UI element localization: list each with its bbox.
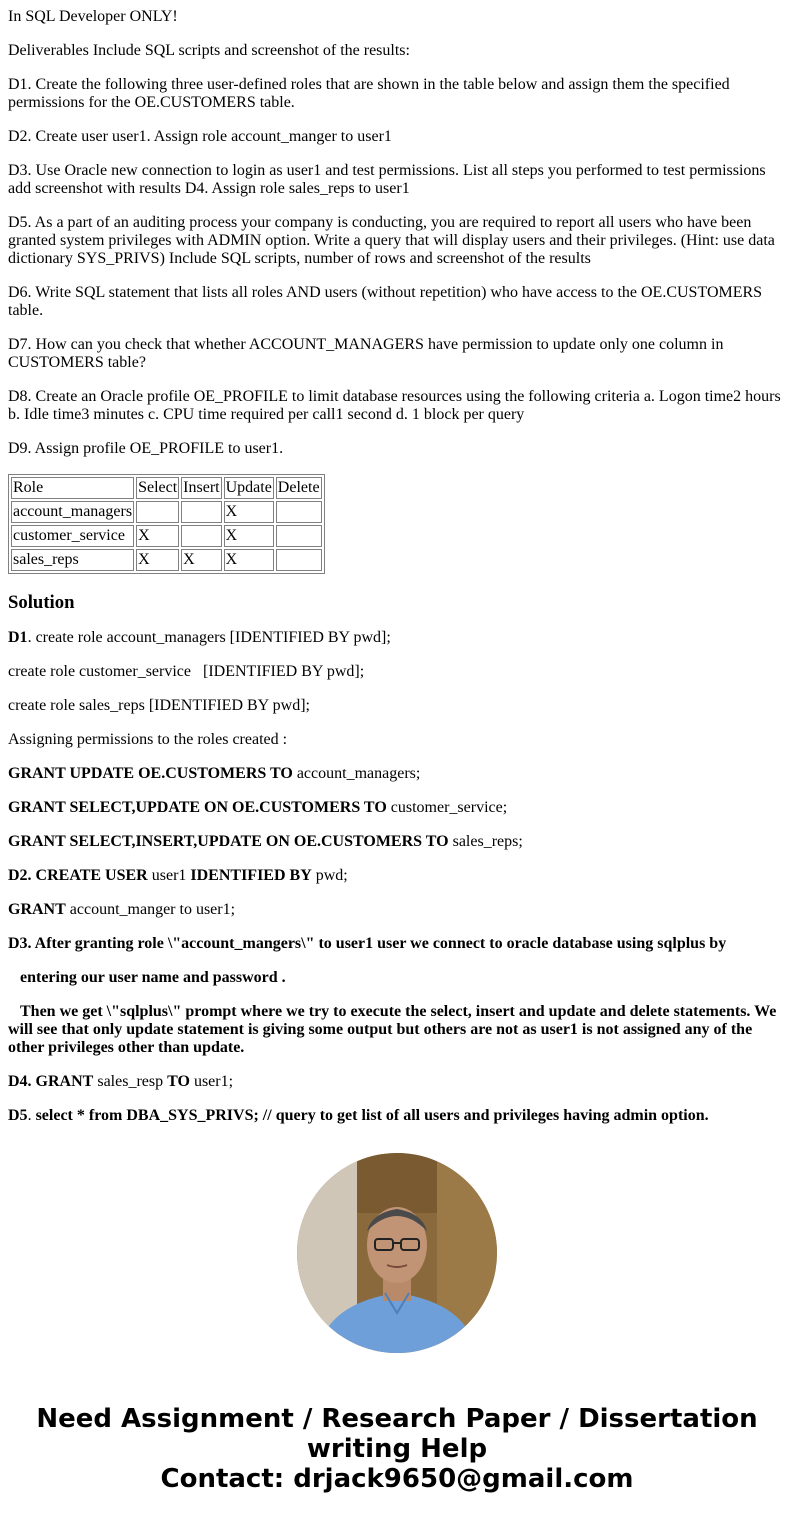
d3-line1-text: D3. After granting role \"account_mangers\" to user1 user we connect to oracle database using sqlplus by [8,935,727,952]
intro-text: In SQL Developer ONLY! [8,8,178,25]
table-cell [276,501,322,523]
avatar-portrait [297,1153,497,1353]
solution-grant1 [8,765,786,783]
d4-user: user1; [189,1073,234,1090]
table-cell [181,501,221,523]
d5-label: D5 [8,1107,28,1124]
grant2-target: customer_service; [386,799,508,816]
grant3-keyword: GRANT SELECT,INSERT,UPDATE ON OE.CUSTOMERS TO [8,833,449,850]
solution-role3: create role sales_reps [IDENTIFIED BY pwd]; [8,697,310,714]
d5-dot: . [27,1107,36,1124]
footer-contact [0,1404,794,1494]
table-header-cell: Select [136,477,179,499]
question-d5: D5. As a part of an auditing process your company is conducting, you are required to report all users who have been granted system privileges with ADMIN option. Write a query that will display users and their privileges. (Hint: use data dictionary SYS_PRIVS) Include SQL scripts, number of rows and screenshot of the results [8,214,775,267]
table-cell: X [224,549,274,571]
deliverables-text: Deliverables Include SQL scripts and screenshot of the results: [8,42,410,59]
table-cell: X [136,525,179,547]
solution-assigning: Assigning permissions to the roles created : [8,731,288,748]
table-row [11,549,322,571]
table-cell: X [224,525,274,547]
grant2-keyword: GRANT SELECT,UPDATE ON OE.CUSTOMERS TO [8,799,387,816]
table-cell: customer_service [11,525,134,547]
grant-keyword: GRANT [8,901,66,918]
question-d2: D2. Create user user1. Assign role account_manger to user1 [8,128,392,145]
solution-grant2 [8,799,786,817]
solution-d1 [8,629,786,647]
permissions-table [8,474,325,574]
d1-label: D1 [8,629,28,646]
solution-grant-user [8,901,786,919]
solution-d5 [8,1107,786,1125]
table-header-cell: Update [224,477,274,499]
question-d8: D8. Create an Oracle profile OE_PROFILE to limit database resources using the following criteria a. Logon time2 hours b. Idle time3 minutes c. CPU time required per call1 second d. 1 block per query [8,388,781,423]
footer-line1: Need Assignment / Research Paper / Dissertation [36,1404,758,1434]
d3-line3-text: Then we get \"sqlplus\" prompt where we try to execute the select, insert and update and delete statements. We will see that only update statement is giving some output but others are not as user1 is not assigned any of the other privileges other than update. [8,1003,777,1056]
table-cell: X [224,501,274,523]
question-d6: D6. Write SQL statement that lists all roles AND users (without repetition) who have access to the OE.CUSTOMERS table. [8,284,763,319]
solution-role2: create role customer_service [IDENTIFIED BY pwd]; [8,663,365,680]
table-cell [181,525,221,547]
solution-heading: Solution [8,592,75,613]
table-header-row [11,477,322,499]
table-cell [276,549,322,571]
table-cell: X [136,549,179,571]
d2-user: user1 [147,867,191,884]
table-cell: sales_reps [11,549,134,571]
grant1-keyword: GRANT UPDATE OE.CUSTOMERS TO [8,765,293,782]
footer-line2: writing Help [306,1434,488,1464]
d4-keyword-to: TO [167,1073,190,1090]
grant3-target: sales_reps; [448,833,523,850]
table-cell: account_managers [11,501,134,523]
document-body [8,8,786,1141]
d3-line2-text: entering our user name and password . [20,969,286,986]
d4-keyword: D4. GRANT [8,1073,94,1090]
table-header-cell: Insert [181,477,221,499]
d1-text: . create role account_managers [IDENTIFIED BY pwd]; [27,629,391,646]
table-cell [136,501,179,523]
solution-grant3 [8,833,786,851]
grant-user-text: account_manger to user1; [65,901,236,918]
author-avatar [297,1153,497,1353]
d5-query: select * from DBA_SYS_PRIVS; // query to get list of all users and privileges having admin option. [35,1107,709,1124]
d2-keyword-identified: IDENTIFIED BY [190,867,312,884]
question-d9: D9. Assign profile OE_PROFILE to user1. [8,440,284,457]
table-row [11,525,322,547]
table-cell: X [181,549,221,571]
table-header-cell: Delete [276,477,322,499]
solution-d3-line1 [8,935,786,953]
table-row [11,501,322,523]
solution-d3-line2 [8,969,786,987]
question-d1: D1. Create the following three user-defined roles that are shown in the table below and assign them the specified permissions for the OE.CUSTOMERS table. [8,76,730,111]
d2-password: pwd; [311,867,348,884]
solution-d2 [8,867,786,885]
d4-role: sales_resp [93,1073,168,1090]
question-d7: D7. How can you check that whether ACCOUNT_MANAGERS have permission to update only one column in CUSTOMERS table? [8,336,724,371]
solution-d3-line3 [8,1003,786,1057]
table-header-cell: Role [11,477,134,499]
solution-d4 [8,1073,786,1091]
d2-keyword: D2. CREATE USER [8,867,148,884]
table-cell [276,525,322,547]
footer-line3: Contact: drjack9650@gmail.com [160,1464,634,1494]
grant1-target: account_managers; [292,765,421,782]
question-d3: D3. Use Oracle new connection to login as user1 and test permissions. List all steps you performed to test permissions add screenshot with results D4. Assign role sales_reps to user1 [8,162,766,197]
